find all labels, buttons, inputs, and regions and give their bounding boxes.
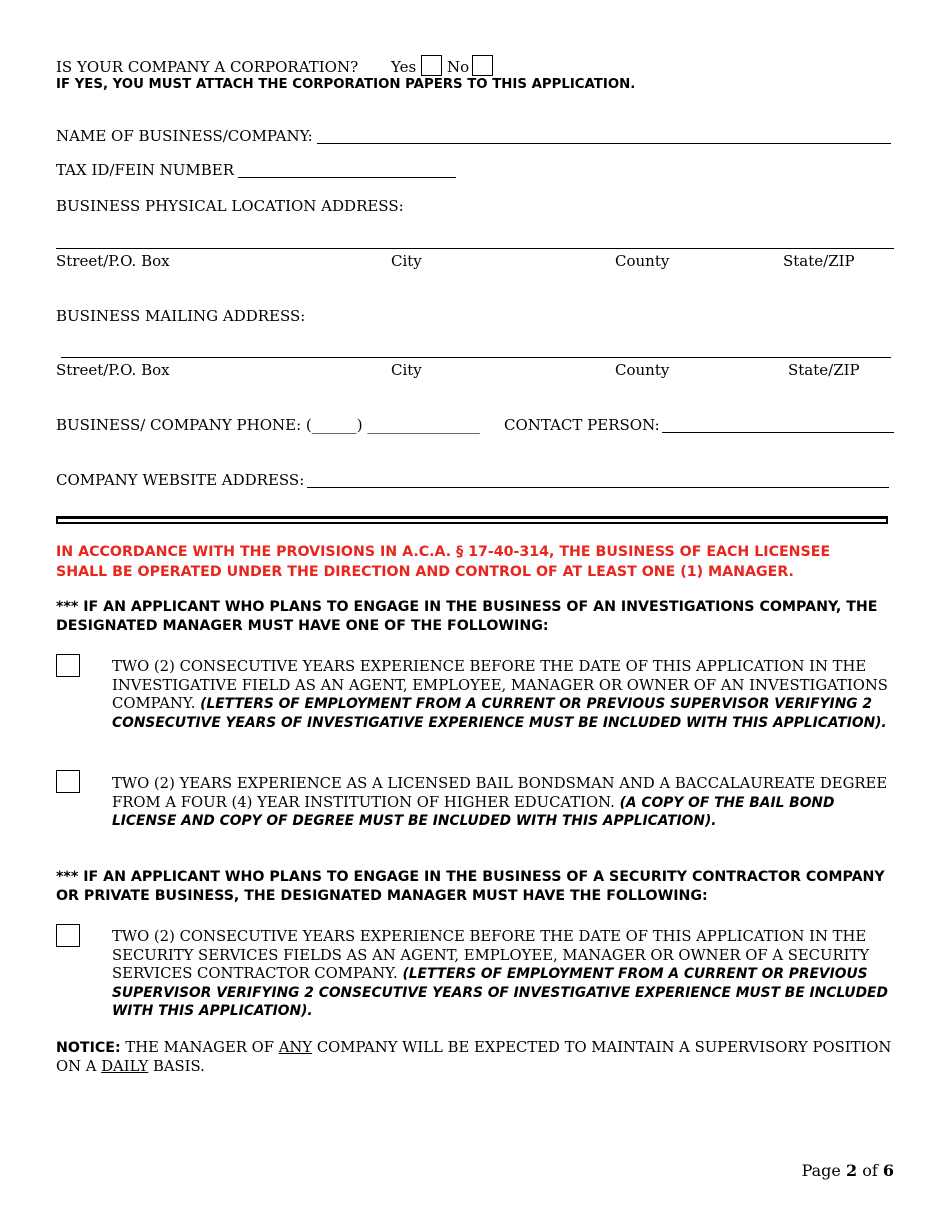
option2-text: TWO (2) YEARS EXPERIENCE AS A LICENSED BAIL BONDSMAN AND A BACCALAUREATE DEGREE FROM A FOUR (4) YEAR INSTITUTION OF HIGHER EDUCATION. [112,775,888,811]
section-divider [56,516,888,524]
no-label: No [447,58,470,76]
page-word: Page [801,1161,841,1180]
notice-any: ANY [278,1039,313,1056]
physical-address-field[interactable] [56,248,894,249]
physical-statezip-caption: State/ZIP [783,252,855,270]
option1-note: (LETTERS OF EMPLOYMENT FROM A CURRENT OR PREVIOUS SUPERVISOR VERIFYING 2 CONSECUTIVE YEARS OF INVESTIGATIVE EXPERIENCE MUST BE INCLUDED WITH THIS APPLICATION). [112,696,887,731]
option2-paragraph [112,775,894,831]
mailing-statezip-caption: State/ZIP [788,361,860,379]
mailing-address-field[interactable] [61,357,891,358]
notice-part2: COMPANY WILL BE EXPECTED TO MAINTAIN A SUPERVISORY POSITION ON A [56,1039,892,1075]
tax-id-label: TAX ID/FEIN NUMBER [56,161,235,179]
website-label: COMPANY WEBSITE ADDRESS: [56,471,305,489]
page-number [802,1161,894,1180]
mailing-city-caption: City [391,361,422,379]
notice-part1: THE MANAGER OF [125,1039,275,1056]
option1-checkbox[interactable] [56,654,80,677]
investigations-heading: *** IF AN APPLICANT WHO PLANS TO ENGAGE IN THE BUSINESS OF AN INVESTIGATIONS COMPANY, THE DESIGNATED MANAGER MUST HAVE ONE OF THE FOLLOWING: [56,599,878,634]
notice-daily: DAILY [101,1057,149,1075]
option3-paragraph [112,928,894,1021]
physical-county-caption: County [615,252,670,270]
phone-label: BUSINESS/ COMPANY PHONE: (______) _______________ [56,416,480,434]
option2-checkbox[interactable] [56,770,80,793]
physical-street-caption: Street/P.O. Box [56,252,170,270]
website-field[interactable] [307,487,889,488]
security-heading: *** IF AN APPLICANT WHO PLANS TO ENGAGE IN THE BUSINESS OF A SECURITY CONTRACTOR COMPANY OR PRIVATE BUSINESS, THE DESIGNATED MANAGER MUST HAVE THE FOLLOWING: [56,869,885,904]
mailing-county-caption: County [615,361,670,379]
yes-label: Yes [391,58,417,76]
option2-note: (A COPY OF THE BAIL BOND LICENSE AND COPY OF DEGREE MUST BE INCLUDED WITH THIS APPLICATION). [112,794,835,830]
corporation-question: IS YOUR COMPANY A CORPORATION? [56,58,359,76]
corporation-instruction: IF YES, YOU MUST ATTACH THE CORPORATION PAPERS TO THIS APPLICATION. [56,77,636,92]
option3-text: TWO (2) CONSECUTIVE YEARS EXPERIENCE BEFORE THE DATE OF THIS APPLICATION IN THE SECURITY SERVICES FIELDS AS AN AGENT, EMPLOYEE, MANAGER OR OWNER OF A SECURITY SERVICES CONTRACTOR COMPANY. [112,928,870,983]
business-name-field[interactable] [317,143,891,144]
notice-part3: BASIS. [152,1057,205,1075]
option1-text: TWO (2) CONSECUTIVE YEARS EXPERIENCE BEFORE THE DATE OF THIS APPLICATION IN THE INVESTIGATIVE FIELD AS AN AGENT, EMPLOYEE, MANAGER OR OWNER OF AN INVESTIGATIONS COMPANY. [112,658,888,713]
tax-id-field[interactable] [238,177,456,178]
notice-label: NOTICE: [56,1040,121,1056]
business-name-label: NAME OF BUSINESS/COMPANY: [56,127,313,145]
current-page: 2 [845,1161,858,1180]
total-pages: 6 [882,1161,894,1180]
mailing-street-caption: Street/P.O. Box [56,361,170,379]
no-checkbox[interactable] [472,55,493,76]
contact-person-label: CONTACT PERSON: [504,416,660,434]
physical-address-label: BUSINESS PHYSICAL LOCATION ADDRESS: [56,197,404,215]
mailing-address-label: BUSINESS MAILING ADDRESS: [56,307,306,325]
aca-statement: IN ACCORDANCE WITH THE PROVISIONS IN A.C.A. § 17-40-314, THE BUSINESS OF EACH LICENSEE SHALL BE OPERATED UNDER THE DIRECTION AND CONTROL OF AT LEAST ONE (1) MANAGER. [56,544,831,580]
option3-note: (LETTERS OF EMPLOYMENT FROM A CURRENT OR PREVIOUS SUPERVISOR VERIFYING 2 CONSECUTIVE YEARS OF INVESTIGATIVE EXPERIENCE MUST BE INCLUDED WITH THIS APPLICATION). [112,966,888,1020]
notice-paragraph [56,1039,896,1076]
option1-paragraph [112,658,894,732]
physical-city-caption: City [391,252,422,270]
contact-person-field[interactable] [662,432,894,433]
option3-checkbox[interactable] [56,924,80,947]
of-word: of [862,1161,878,1180]
yes-checkbox[interactable] [421,55,442,76]
